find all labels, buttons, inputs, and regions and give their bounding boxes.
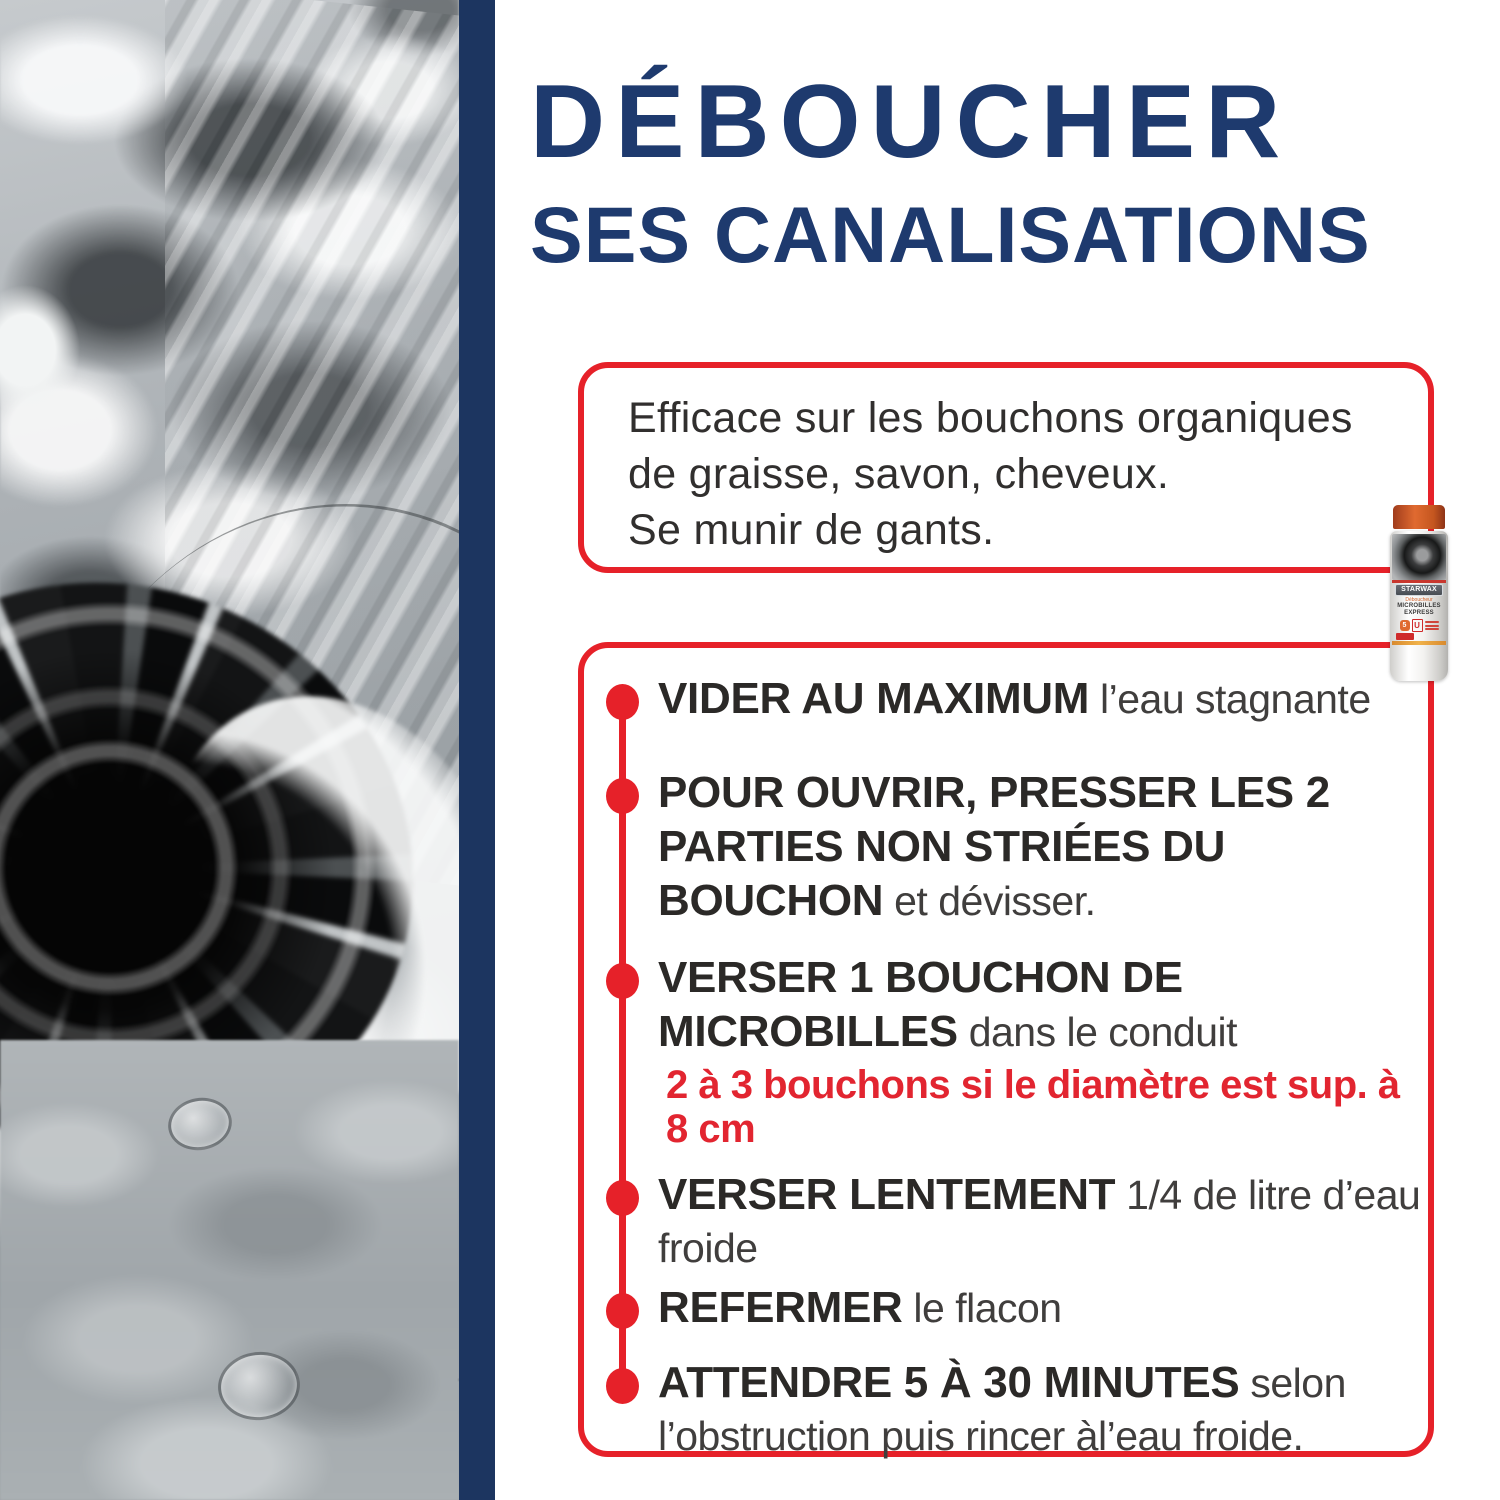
title-line-2: SES CANALISATIONS — [530, 190, 1371, 279]
label-red-tag — [1396, 633, 1414, 640]
step-bold-text: VIDER AU MAXIMUM — [658, 674, 1090, 723]
step-normal-text: l’eau stagnante — [1089, 676, 1371, 722]
bottle-label-drain-image — [1392, 534, 1446, 580]
brand-logo: STARWAX — [1395, 584, 1443, 596]
water-surface-bottom — [0, 1040, 459, 1500]
step-item-3 — [658, 951, 1424, 1151]
product-type-label: Déboucheur — [1405, 597, 1433, 603]
label-orange-stripe — [1392, 641, 1446, 645]
info-line: de graisse, savon, cheveux. — [628, 450, 1170, 498]
step-bold-text: REFERMER — [658, 1283, 903, 1332]
step-normal-text: selon l’obstruction puis rincer àl’eau froide. — [658, 1360, 1346, 1459]
steps-box — [578, 642, 1434, 1457]
info-line: Efficace sur les bouchons organiques — [628, 394, 1353, 442]
drain-photo — [0, 0, 459, 1500]
page-title — [530, 64, 1371, 279]
step-item-4 — [658, 1168, 1424, 1275]
step-red-note: 2 à 3 bouchons si le diamètre est sup. à 8 cm — [666, 1063, 1400, 1151]
title-line-1: DÉBOUCHER — [530, 64, 1291, 180]
step-item-5 — [658, 1281, 1424, 1335]
product-name-line-2: EXPRESS — [1404, 610, 1434, 616]
info-line: Se munir de gants. — [628, 506, 995, 554]
bottle-body — [1390, 531, 1448, 681]
step-bold-text: VERSER LENTEMENT — [658, 1170, 1116, 1219]
step-normal-text: le flacon — [902, 1285, 1062, 1331]
step-bold-text: POUR OUVRIR, PRESSER LES 2 PARTIES NON STRIÉES DU BOUCHON — [658, 768, 1330, 925]
divider-bar — [459, 0, 495, 1500]
step-normal-text: dans le conduit — [957, 1009, 1238, 1055]
step-bold-text: VERSER 1 BOUCHON DE MICROBILLES — [658, 953, 1183, 1056]
step-item-2 — [658, 766, 1424, 928]
step-bold-text: ATTENDRE 5 À 30 MINUTES — [658, 1358, 1240, 1407]
steps-list — [584, 648, 1428, 1463]
shock-icon: 5 — [1400, 620, 1410, 631]
step-item-6 — [658, 1356, 1424, 1463]
label-icons-row — [1390, 619, 1448, 632]
label-fine-print — [1425, 621, 1439, 630]
bottle-label-red-stripe — [1392, 580, 1446, 583]
product-bottle — [1390, 505, 1448, 681]
bottle-cap — [1393, 505, 1445, 529]
product-name-line-1: MICROBILLES — [1397, 603, 1441, 609]
info-box — [578, 362, 1434, 573]
step-normal-text: et dévisser. — [883, 878, 1096, 924]
u-icon: U — [1412, 619, 1423, 632]
step-normal-text: 1/4 de litre d’eau froide — [658, 1172, 1421, 1271]
step-item-1 — [658, 672, 1424, 726]
